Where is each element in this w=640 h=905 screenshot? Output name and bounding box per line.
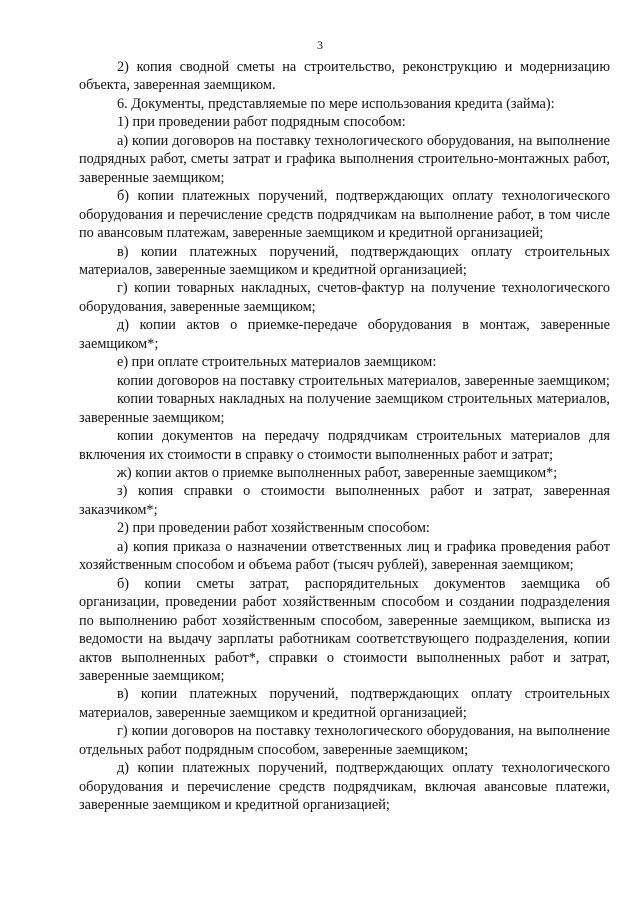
paragraph: 2) копия сводной сметы на строительство, реконструкцию и модернизацию объекта, заверенная заемщиком. — [79, 59, 610, 94]
paragraph: д) копии платежных поручений, подтверждающих оплату технологического оборудования и перечисление средств подрядчикам, включая авансовые платежи, заверенные заемщиком и кредитной организацией; — [79, 760, 610, 814]
paragraph: г) копии договоров на поставку технологического оборудования, на выполнение отдельных работ подрядным способом, заверенные заемщиком; — [79, 723, 610, 758]
paragraph: в) копии платежных поручений, подтверждающих оплату строительных материалов, заверенные заемщиком и кредитной организацией; — [79, 243, 610, 278]
paragraph: ж) копии актов о приемке выполненных работ, заверенные заемщиком*; — [117, 464, 558, 481]
paragraph: а) копии договоров на поставку технологического оборудования, на выполнение подрядных работ, сметы затрат и графика выполнения строительно-монтажных работ, заверенные заемщиком; — [79, 132, 610, 186]
paragraph: а) копия приказа о назначении ответственных лиц и графика проведения работ хозяйственным способом и объема работ (тысяч рублей), заверенная заемщиком; — [79, 538, 610, 574]
document-body — [79, 58, 610, 815]
paragraph: 2) при проведении работ хозяйственным способом: — [117, 520, 430, 537]
paragraph: б) копии сметы затрат, распорядительных документов заемщика об организации, проведении работ хозяйственным способом и создании подразделения по выполнению работ хозяйственным способом, заверенные заемщиком, выписка из ведомости на выдачу зарплаты работникам соответствующего подразделения, копии актов выполненных работ*, справки о стоимости выполненных работ и затрат, заверенные заемщиком; — [79, 575, 610, 684]
paragraph: 1) при проведении работ подрядным способом: — [117, 114, 406, 131]
paragraph: копии документов на передачу подрядчикам строительных материалов для включения их стоимости в справку о стоимости выполненных работ и затрат; — [79, 428, 610, 463]
paragraph: г) копии товарных накладных, счетов-фактур на получение технологического оборудования, заверенные заемщиком; — [79, 280, 610, 315]
paragraph: з) копия справки о стоимости выполненных работ и затрат, заверенная заказчиком*; — [79, 483, 610, 518]
paragraph: копии товарных накладных на получение заемщиком строительных материалов, заверенные заемщиком; — [79, 391, 610, 426]
page-number: 3 — [317, 38, 323, 52]
paragraph: в) копии платежных поручений, подтверждающих оплату строительных материалов, заверенные заемщиком и кредитной организацией; — [79, 686, 610, 721]
paragraph: е) при оплате строительных материалов заемщиком: — [117, 354, 437, 371]
paragraph: копии договоров на поставку строительных материалов, заверенные заемщиком; — [117, 372, 610, 389]
paragraph: 6. Документы, представляемые по мере использования кредита (займа): — [117, 95, 555, 112]
paragraph: д) копии актов о приемке-передаче оборудования в монтаж, заверенные заемщиком*; — [79, 317, 610, 352]
paragraph: б) копии платежных поручений, подтверждающих оплату технологического оборудования и перечисление средств подрядчикам на выполнение работ, в том числе по авансовым платежам, заверенные заемщиком и кредитной организацией; — [79, 188, 610, 242]
